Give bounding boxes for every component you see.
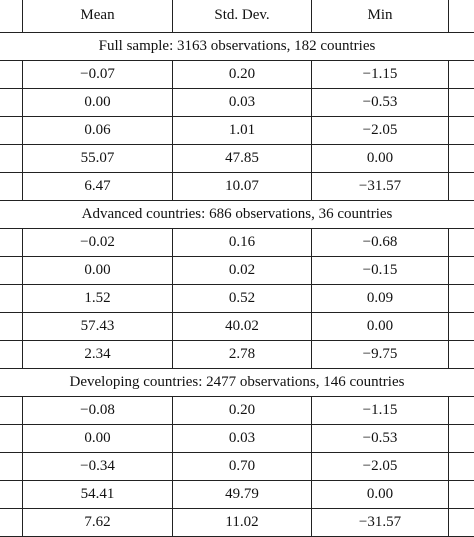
mean-cell: 54.41	[23, 481, 173, 508]
table-row	[0, 481, 474, 509]
min-cell: −31.57	[312, 173, 449, 200]
min-cell: −1.15	[312, 61, 449, 88]
min-cell: 0.00	[312, 313, 449, 340]
row-cell-blank-left	[0, 313, 23, 340]
table-row	[0, 285, 474, 313]
row-cell-blank-left	[0, 61, 23, 88]
std-dev-cell: 1.01	[173, 117, 312, 144]
header-cell-min	[312, 0, 449, 32]
row-cell-blank-left	[0, 285, 23, 312]
min-cell: 0.00	[312, 481, 449, 508]
table-row	[0, 229, 474, 257]
min-cell: −0.68	[312, 229, 449, 256]
row-cell-blank-right	[449, 425, 474, 452]
row-cell-blank-right	[449, 229, 474, 256]
std-dev-cell: 0.52	[173, 285, 312, 312]
row-cell-blank-left	[0, 145, 23, 172]
mean-cell: 7.62	[23, 509, 173, 536]
min-cell: 0.00	[312, 145, 449, 172]
std-dev-cell: 0.20	[173, 397, 312, 424]
std-dev-cell: 11.02	[173, 509, 312, 536]
min-cell: −0.15	[312, 257, 449, 284]
std-dev-cell: 40.02	[173, 313, 312, 340]
std-dev-cell: 0.16	[173, 229, 312, 256]
mean-cell: −0.34	[23, 453, 173, 480]
mean-cell: 0.00	[23, 257, 173, 284]
mean-cell: 0.00	[23, 425, 173, 452]
row-cell-blank-left	[0, 89, 23, 116]
mean-cell: −0.02	[23, 229, 173, 256]
header-cell-blank-right	[449, 0, 474, 32]
std-dev-cell: 10.07	[173, 173, 312, 200]
mean-cell: 0.00	[23, 89, 173, 116]
min-cell: −0.53	[312, 425, 449, 452]
table-row	[0, 313, 474, 341]
table-row	[0, 509, 474, 537]
row-cell-blank-left	[0, 257, 23, 284]
table-row	[0, 89, 474, 117]
std-dev-cell: 0.20	[173, 61, 312, 88]
min-cell: 0.09	[312, 285, 449, 312]
std-dev-cell: 0.03	[173, 425, 312, 452]
row-cell-blank-right	[449, 173, 474, 200]
section-title: Developing countries: 2477 observations, 146 countries	[0, 369, 474, 397]
min-cell: −9.75	[312, 341, 449, 368]
mean-cell: 2.34	[23, 341, 173, 368]
mean-cell: 0.06	[23, 117, 173, 144]
header-label-std-dev: Std. Dev.	[214, 6, 270, 23]
mean-cell: 1.52	[23, 285, 173, 312]
table-row	[0, 61, 474, 89]
header-cell-blank-left	[0, 0, 23, 32]
std-dev-cell: 49.79	[173, 481, 312, 508]
row-cell-blank-left	[0, 397, 23, 424]
row-cell-blank-left	[0, 341, 23, 368]
table-row	[0, 453, 474, 481]
section-title: Advanced countries: 686 observations, 36 countries	[0, 201, 474, 229]
std-dev-cell: 0.03	[173, 89, 312, 116]
table-row	[0, 397, 474, 425]
row-cell-blank-right	[449, 341, 474, 368]
row-cell-blank-right	[449, 509, 474, 536]
row-cell-blank-left	[0, 509, 23, 536]
table-header-row	[0, 0, 474, 33]
mean-cell: −0.08	[23, 397, 173, 424]
row-cell-blank-right	[449, 481, 474, 508]
row-cell-blank-right	[449, 453, 474, 480]
std-dev-cell: 47.85	[173, 145, 312, 172]
std-dev-cell: 2.78	[173, 341, 312, 368]
header-cell-std-dev	[173, 0, 312, 32]
row-cell-blank-right	[449, 89, 474, 116]
row-cell-blank-right	[449, 145, 474, 172]
std-dev-cell: 0.02	[173, 257, 312, 284]
row-cell-blank-right	[449, 285, 474, 312]
table-row	[0, 173, 474, 201]
table-row	[0, 257, 474, 285]
table-row	[0, 145, 474, 173]
min-cell: −1.15	[312, 397, 449, 424]
header-cell-mean	[23, 0, 173, 32]
mean-cell: 6.47	[23, 173, 173, 200]
row-cell-blank-left	[0, 481, 23, 508]
row-cell-blank-right	[449, 397, 474, 424]
row-cell-blank-left	[0, 453, 23, 480]
section-title: Full sample: 3163 observations, 182 countries	[0, 33, 474, 61]
header-label-min: Min	[367, 6, 393, 23]
mean-cell: 57.43	[23, 313, 173, 340]
row-cell-blank-right	[449, 257, 474, 284]
table-row	[0, 117, 474, 145]
min-cell: −0.53	[312, 89, 449, 116]
row-cell-blank-left	[0, 117, 23, 144]
min-cell: −31.57	[312, 509, 449, 536]
row-cell-blank-left	[0, 425, 23, 452]
table-row	[0, 341, 474, 369]
min-cell: −2.05	[312, 453, 449, 480]
row-cell-blank-right	[449, 117, 474, 144]
std-dev-cell: 0.70	[173, 453, 312, 480]
min-cell: −2.05	[312, 117, 449, 144]
row-cell-blank-left	[0, 173, 23, 200]
header-label-mean: Mean	[80, 6, 115, 23]
row-cell-blank-right	[449, 313, 474, 340]
row-cell-blank-left	[0, 229, 23, 256]
table-row	[0, 425, 474, 453]
table-body	[0, 33, 474, 537]
mean-cell: 55.07	[23, 145, 173, 172]
row-cell-blank-right	[449, 61, 474, 88]
mean-cell: −0.07	[23, 61, 173, 88]
